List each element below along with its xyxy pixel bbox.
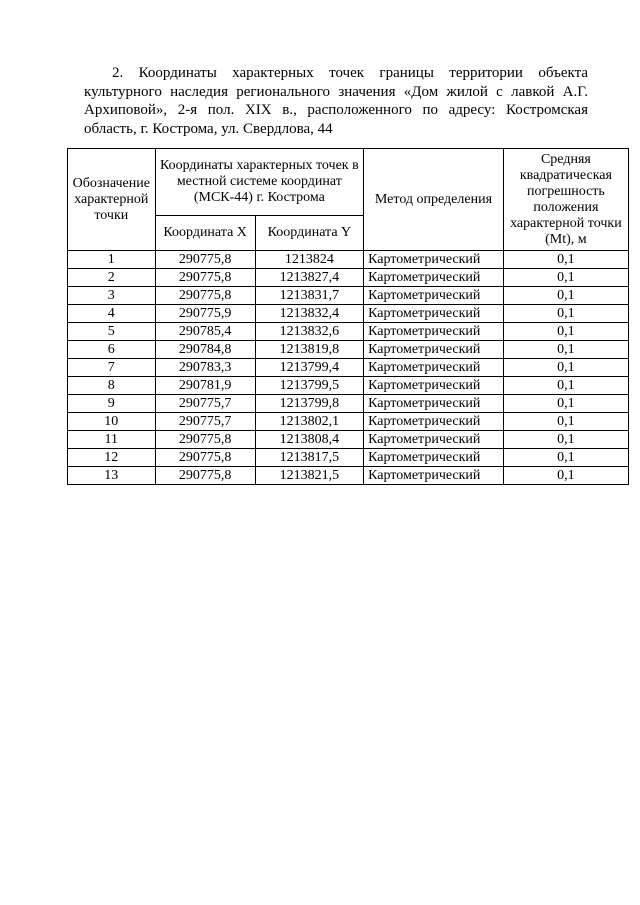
cell-method: Картометрический <box>364 323 504 341</box>
table-row <box>68 413 629 431</box>
cell-method: Картометрический <box>364 287 504 305</box>
table-row <box>68 395 629 413</box>
cell-method: Картометрический <box>364 251 504 269</box>
cell-method: Картометрический <box>364 359 504 377</box>
header-method: Метод определения <box>364 149 504 251</box>
cell-method: Картометрический <box>364 413 504 431</box>
cell-coordinate-x: 290775,7 <box>155 395 255 413</box>
table-row <box>68 359 629 377</box>
cell-mean-error: 0,1 <box>503 413 628 431</box>
cell-point: 2 <box>68 269 156 287</box>
cell-method: Картометрический <box>364 395 504 413</box>
cell-point: 12 <box>68 449 156 467</box>
cell-coordinate-x: 290775,8 <box>155 269 255 287</box>
cell-point: 7 <box>68 359 156 377</box>
cell-coordinate-y: 1213808,4 <box>255 431 363 449</box>
cell-coordinate-x: 290775,8 <box>155 467 255 485</box>
cell-method: Картометрический <box>364 449 504 467</box>
header-point-designation: Обозначение характерной точки <box>68 149 156 251</box>
header-coordinate-x: Координата X <box>155 216 255 251</box>
table-row <box>68 431 629 449</box>
cell-point: 6 <box>68 341 156 359</box>
cell-mean-error: 0,1 <box>503 305 628 323</box>
cell-mean-error: 0,1 <box>503 431 628 449</box>
cell-coordinate-x: 290775,8 <box>155 251 255 269</box>
cell-mean-error: 0,1 <box>503 341 628 359</box>
cell-coordinate-y: 1213819,8 <box>255 341 363 359</box>
cell-method: Картометрический <box>364 377 504 395</box>
cell-coordinate-x: 290775,8 <box>155 449 255 467</box>
cell-mean-error: 0,1 <box>503 287 628 305</box>
cell-coordinate-x: 290775,8 <box>155 287 255 305</box>
cell-point: 13 <box>68 467 156 485</box>
cell-point: 9 <box>68 395 156 413</box>
cell-method: Картометрический <box>364 467 504 485</box>
cell-coordinate-y: 1213817,5 <box>255 449 363 467</box>
cell-mean-error: 0,1 <box>503 359 628 377</box>
cell-method: Картометрический <box>364 341 504 359</box>
table-body <box>68 251 629 485</box>
table-row <box>68 251 629 269</box>
cell-coordinate-y: 1213832,4 <box>255 305 363 323</box>
cell-coordinate-x: 290784,8 <box>155 341 255 359</box>
cell-point: 10 <box>68 413 156 431</box>
cell-coordinate-y: 1213832,6 <box>255 323 363 341</box>
cell-coordinate-x: 290783,3 <box>155 359 255 377</box>
table-row <box>68 269 629 287</box>
table-row <box>68 341 629 359</box>
cell-mean-error: 0,1 <box>503 251 628 269</box>
cell-coordinate-x: 290775,8 <box>155 431 255 449</box>
table-row <box>68 323 629 341</box>
table-row <box>68 467 629 485</box>
table-row <box>68 377 629 395</box>
table-row <box>68 305 629 323</box>
cell-coordinate-x: 290775,9 <box>155 305 255 323</box>
cell-point: 4 <box>68 305 156 323</box>
cell-method: Картометрический <box>364 269 504 287</box>
table-row <box>68 449 629 467</box>
coordinates-table <box>67 148 629 485</box>
section-heading <box>84 64 588 138</box>
header-coordinate-system: Координаты характерных точек в местной системе координат (МСК-44) г. Кострома <box>155 149 364 216</box>
cell-coordinate-y: 1213824 <box>255 251 363 269</box>
cell-mean-error: 0,1 <box>503 269 628 287</box>
cell-mean-error: 0,1 <box>503 395 628 413</box>
table-header <box>68 149 629 251</box>
section-heading-text: 2. Координаты характерных точек границы территории объекта культурного наследия регионального значения «Дом жилой с лавкой А.Г. Архиповой», 2-я пол. XIX в., расположенного по адресу: Костромская область, г. Кострома, ул. Свердлова, 44 <box>84 65 588 137</box>
cell-method: Картометрический <box>364 431 504 449</box>
cell-coordinate-y: 1213831,7 <box>255 287 363 305</box>
cell-mean-error: 0,1 <box>503 449 628 467</box>
cell-point: 1 <box>68 251 156 269</box>
cell-coordinate-y: 1213821,5 <box>255 467 363 485</box>
cell-coordinate-x: 290785,4 <box>155 323 255 341</box>
cell-point: 11 <box>68 431 156 449</box>
cell-point: 8 <box>68 377 156 395</box>
table-row <box>68 287 629 305</box>
cell-coordinate-y: 1213799,5 <box>255 377 363 395</box>
header-mean-error: Средняя квадратическая погрешность положения характерной точки (Mt), м <box>503 149 628 251</box>
cell-coordinate-x: 290775,7 <box>155 413 255 431</box>
header-coordinate-y: Координата Y <box>255 216 363 251</box>
cell-mean-error: 0,1 <box>503 467 628 485</box>
cell-coordinate-y: 1213802,1 <box>255 413 363 431</box>
cell-coordinate-y: 1213799,8 <box>255 395 363 413</box>
cell-coordinate-y: 1213799,4 <box>255 359 363 377</box>
cell-coordinate-y: 1213827,4 <box>255 269 363 287</box>
cell-mean-error: 0,1 <box>503 323 628 341</box>
cell-point: 5 <box>68 323 156 341</box>
cell-method: Картометрический <box>364 305 504 323</box>
cell-coordinate-x: 290781,9 <box>155 377 255 395</box>
cell-mean-error: 0,1 <box>503 377 628 395</box>
cell-point: 3 <box>68 287 156 305</box>
